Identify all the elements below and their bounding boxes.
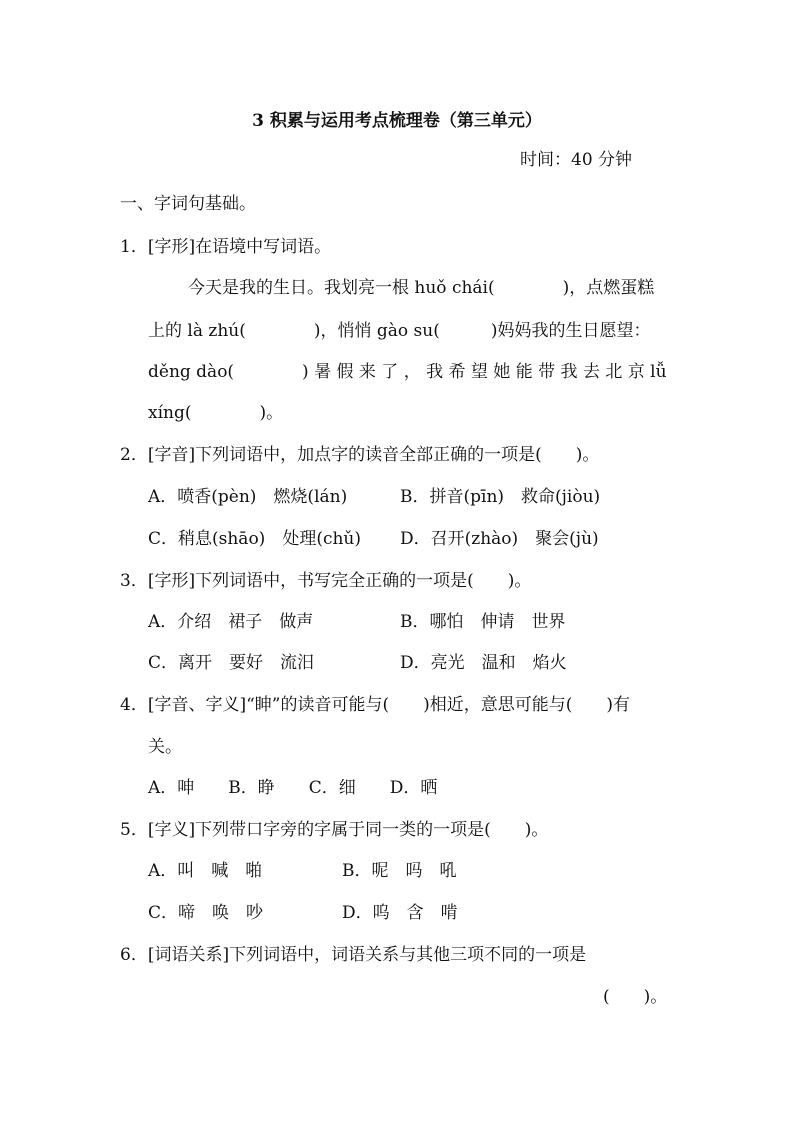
question-5-option-d: D．呜 含 啃 [342,903,458,923]
question-3-option-a: A．介绍 裙子 做声 [148,612,314,632]
question-3-option-b: B．哪怕 伸请 世界 [400,612,566,632]
time-limit: 时间：40 分钟 [520,150,633,170]
question-5-stem: 5．[字义]下列带口字旁的字属于同一类的一项是( )。 [120,820,549,840]
question-4-options: A．呻 B．睁 C．细 D．晒 [148,778,438,798]
question-2-option-d: D．召开(zhào) 聚会(jù) [400,529,599,549]
section-heading: 一、字词句基础。 [120,194,256,214]
question-6-answer-bracket: ( )。 [603,987,668,1007]
page-title: 3 积累与运用考点梳理卷（第三单元） [252,111,542,131]
question-1-passage-line-1: 今天是我的生日。我划亮一根 huǒ chái( )，点燃蛋糕 [188,278,655,298]
question-2-option-b: B．拼音(pīn) 救命(jiòu) [400,487,601,507]
question-1-passage-line-3: děng dào( ) 暑 假 来 了 ， 我 希 望 她 能 带 我 去 北 京 lǚ [148,362,667,382]
question-1-stem: 1．[字形]在语境中写词语。 [120,237,332,257]
question-2-option-c: C．稍息(shāo) 处理(chǔ) [148,529,361,549]
question-3-option-c: C．离开 要好 流汨 [148,653,315,673]
question-2-option-a: A．喷香(pèn) 燃烧(lán) [148,487,348,507]
question-5-option-b: B．呢 吗 吼 [342,861,457,881]
question-2-stem: 2．[字音]下列词语中，加点字的读音全部正确的一项是( )。 [120,445,600,465]
question-3-option-d: D．亮光 温和 焰火 [400,653,567,673]
question-4-stem-continued: 关。 [148,737,182,757]
question-5-option-c: C．啼 唤 吵 [148,903,264,923]
question-1-passage-line-4: xíng( )。 [148,403,284,423]
question-3-stem: 3．[字形]下列词语中，书写完全正确的一项是( )。 [120,571,532,591]
question-1-passage-line-2: 上的 là zhú( )，悄悄 gào su( )妈妈我的生日愿望： [148,321,651,341]
question-6-stem: 6．[词语关系]下列词语中，词语关系与其他三项不同的一项是 [120,945,587,965]
question-5-option-a: A．叫 喊 啪 [148,861,263,881]
question-4-stem: 4．[字音、字义]“眒”的读音可能与( )相近，意思可能与( )有 [120,695,630,715]
